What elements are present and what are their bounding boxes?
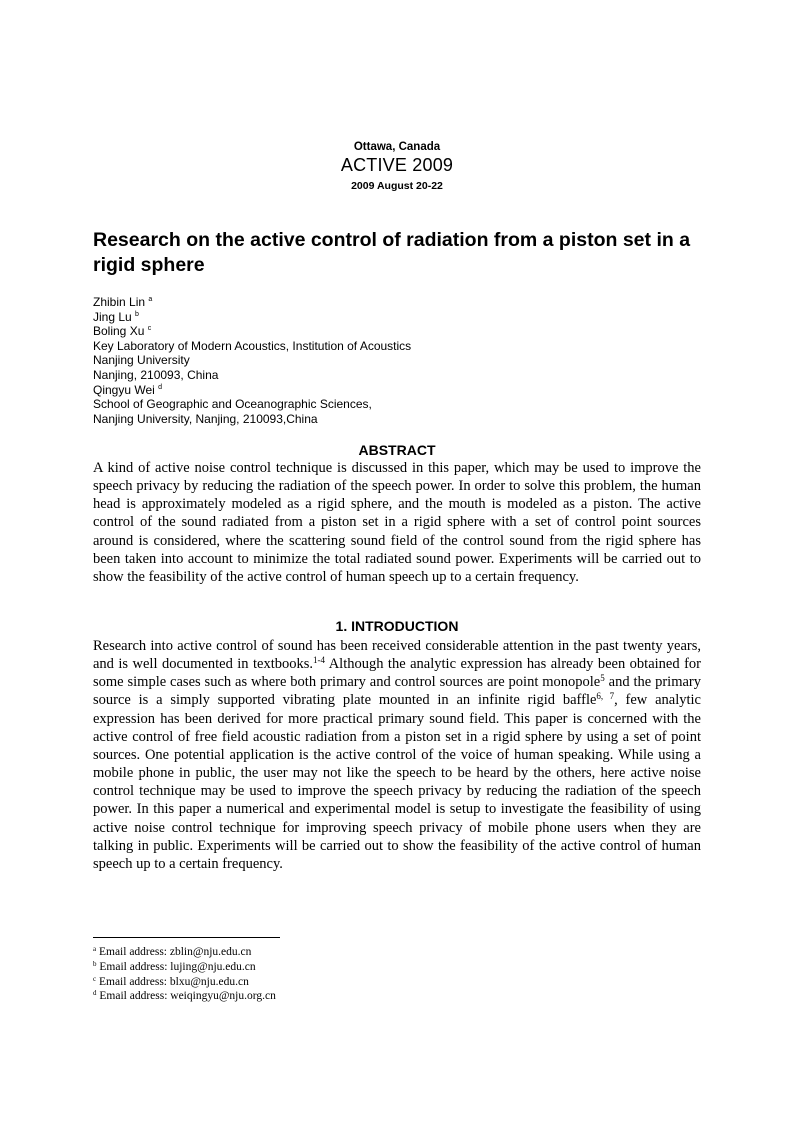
- author-name: Zhibin Lin: [93, 295, 146, 309]
- author-name: Jing Lu: [93, 309, 132, 324]
- author-name: Qingyu Wei: [93, 382, 155, 397]
- footnote: [93, 945, 276, 960]
- footnote-email: Email address: zblin@nju.edu.cn: [96, 946, 252, 958]
- author-line: [93, 295, 411, 310]
- author-name: Boling Xu: [93, 324, 145, 339]
- footnote-mark: d: [93, 989, 97, 998]
- author-mark: b: [135, 310, 139, 318]
- author-mark: a: [148, 296, 153, 303]
- affiliation-line: Nanjing, 210093, China: [93, 367, 219, 382]
- footnote-divider: [93, 937, 280, 938]
- intro-text: , few analytic expression has been derived for more practical primary sound field. This paper is concerned with the active control of free field acoustic radiation from a piston set in a rigid sphere by using a set of point sources. One potential application is the active control of the voice of human speaking. While using a mobile phone in public, the user may not like the speech to be heard by the others, here active noise control technique may be used to improve the speech privacy by reducing the radiation of the speech power. In this paper a numerical and experimental model is setup to investigate the feasibility of using active noise control technique for improving speech privacy of mobile phone users when they are talking in public. Experiments will be carried out to show the feasibility of the active control of human speech up to a certain frequency.: [93, 692, 701, 872]
- conference-location: Ottawa, Canada: [353, 141, 441, 153]
- footnote: [93, 960, 276, 975]
- author-line: [93, 383, 411, 398]
- abstract-heading: ABSTRACT: [358, 442, 436, 458]
- footnote-mark: b: [93, 959, 97, 968]
- introduction-heading: 1. INTRODUCTION: [335, 618, 459, 634]
- footnote: [93, 975, 276, 990]
- affiliation-line: Nanjing University: [93, 353, 190, 368]
- citation: 6, 7: [596, 691, 615, 702]
- conference-name: ACTIVE 2009: [340, 155, 454, 175]
- author-block: [93, 295, 411, 426]
- author-line: [93, 324, 411, 339]
- intro-text: Although the analytic expression has already been obtained for some simple cases such as where both primary and control sources are point monopole: [93, 656, 701, 691]
- footnote-mark: a: [93, 945, 97, 953]
- affiliation-line: Nanjing University, Nanjing, 210093,China: [93, 411, 318, 426]
- author-line: [93, 310, 411, 325]
- footnotes: [93, 945, 276, 1004]
- author-mark: d: [158, 383, 163, 391]
- footnote: [93, 989, 276, 1004]
- citation: 1-4: [313, 655, 326, 666]
- citation: 5: [600, 673, 605, 684]
- footnote-email: Email address: weiqingyu@nju.org.cn: [96, 990, 276, 1003]
- author-mark: c: [147, 325, 152, 333]
- footnote-mark: c: [93, 974, 97, 983]
- paper-title: Research on the active control of radiation from a piston set in a rigid sphere: [93, 229, 691, 276]
- intro-text: Research into active control of sound has been received considerable attention in the past twenty years, and is well documented in textbooks.: [93, 638, 701, 673]
- introduction-paragraph: [93, 637, 701, 873]
- intro-text: and the primary source is a simply supported vibrating plate mounted in an infinite rigid baffle: [93, 674, 701, 709]
- footnote-email: Email address: blxu@nju.edu.cn: [96, 975, 249, 988]
- conference-date: 2009 August 20-22: [351, 180, 443, 192]
- footnote-email: Email address: lujing@nju.edu.cn: [96, 960, 256, 973]
- affiliation-line: School of Geographic and Oceanographic Sciences,: [93, 397, 372, 412]
- abstract-paragraph: A kind of active noise control technique is discussed in this paper, which may be used to improve the speech privacy by reducing the radiation of the speech power. In order to solve this problem, the human head is approximately modeled as a rigid sphere, and the mouth is modeled as a piston. The active control of the sound radiated from a piston set in a rigid sphere with a set of control point sources around is considered, where the scattering sound field of the control sound from the rigid sphere has been taken into account to minimize the total radiated sound power. Experiments will be carried out to show the feasibility of the active control of human speech up to a certain frequency.: [93, 460, 701, 585]
- affiliation-line: Key Laboratory of Modern Acoustics, Institution of Acoustics: [93, 338, 412, 353]
